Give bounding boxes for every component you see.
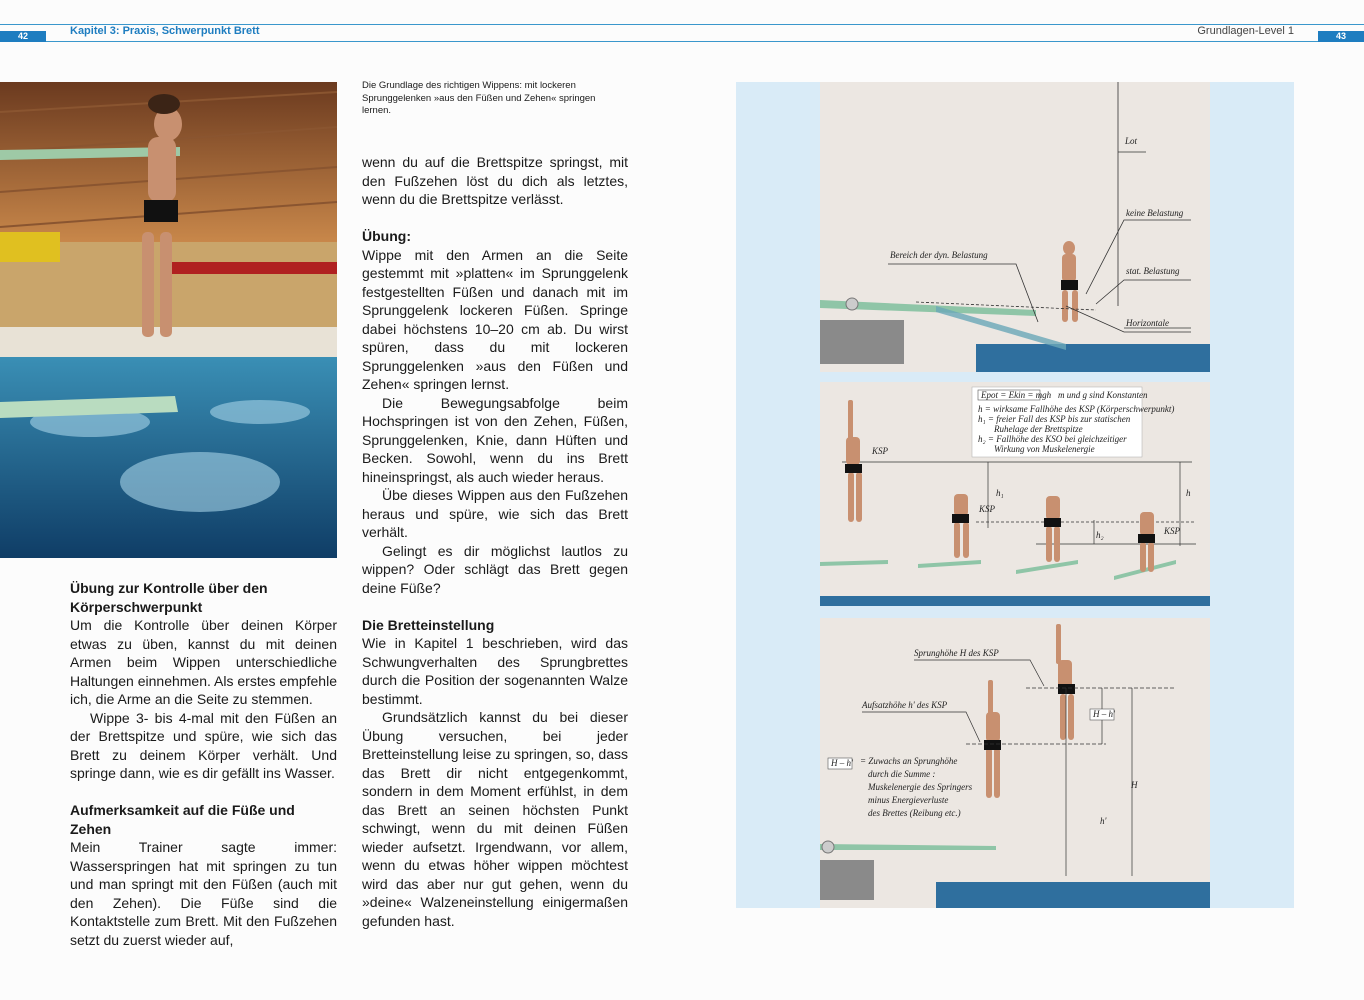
left-chapter-title: Kapitel 3: Praxis, Schwerpunkt Brett [70,25,260,37]
right-page-number: 43 [1318,31,1364,42]
label-H: H [1131,780,1138,790]
left-text-column [70,579,337,949]
springboard-diagram-graphic [736,82,1294,908]
paragraph: Grundsätzlich kannst du bei dieser Übung versuchen, bei jeder Bretteinstellung leise zu springen, so, dass das Brett dir nicht entgegenkommt, sondern in dem Moment erfühlst, in dem das Brett an seinen höchsten Punkt schwingt, wenn du mit deinen Füßen wieder aufsetzt. Irgendwann, vor allem, wenn du etwas höher wippen möchtest wird das aber nur gut gehen, wenn du »deine« Walzeneinstellung einigermaßen gefunden hast. [362,709,628,929]
paragraph: wenn du auf die Brettspitze springst, mit den Fußzehen löst du dich als letztes, wenn du die Brettspitze verlässt. [362,154,628,207]
label-h: h [1186,488,1191,498]
paragraph: Wie in Kapitel 1 beschrieben, wird das Schwungverhalten des Sprungbrettes durch die Position der sogenannten Walze bestimmt. [362,635,628,707]
heading-uebung: Übung: [362,228,411,244]
label-horizontale: Horizontale [1126,318,1170,328]
heading-bretteinstellung: Die Bretteinstellung [362,616,495,633]
label-box-right: H – h' [1093,709,1115,719]
label-def-h2: h₂ = Fallhöhe des KSO bei gleichzeitiger [978,434,1127,444]
label-stat-belastung: stat. Belastung [1126,266,1180,276]
label-box-legend: H – h' [831,758,853,768]
diver-photo-graphic [0,82,337,558]
label-aufsatzhoehe: Aufsatzhöhe h' des KSP [862,700,948,710]
label-zuwachs-1: = Zuwachs an Sprunghöhe [860,756,958,766]
header-rule-bottom [0,41,1364,42]
photo-caption: Die Grundlage des richtigen Wippens: mit lockeren Sprunggelenken »aus den Füßen und Zehen« springen lernen. [362,80,596,116]
label-keine-belastung: keine Belastung [1126,208,1184,218]
label-hprime: h' [1100,816,1107,826]
springboard-diagram [736,82,1294,908]
label-h1: h₁ [996,488,1004,498]
paragraph: Die Bewegungsabfolge beim Hochspringen ist von den Zehen, Füßen, Sprunggelenken, Knie, dann Hüften und Becken. Sowohl, wenn du ins Brett hineinspringst, als auch wieder heraus. [362,394,628,485]
label-zuwachs-2: durch die Summe : [868,769,936,779]
label-def-h1b: Ruhelage der Brettspitze [994,424,1083,434]
paragraph: Wippe mit den Armen an die Seite gestemmt mit »platten« im Sprunggelenk festgestellten Füßen und danach mit im Sprunggelenk lockeren Füßen. Springe dabei höchstens 10–20 cm ab. Du wirst spüren, dass du mit lockeren Sprunggelenken »aus den Füßen und Zehen« springen lernst. [362,246,628,392]
heading-koerperschwerpunkt: Übung zur Kontrolle über den Körperschwerpunkt [70,580,268,615]
left-page-number: 42 [0,31,46,42]
label-zuwachs-4: minus Energieverluste [868,795,949,805]
label-def-h1: h₁ = freier Fall des KSP bis zur statischen [978,414,1131,424]
paragraph: Gelingt es dir möglichst lautlos zu wippen? Oder schlägt das Brett gegen deine Füße? [362,542,628,596]
label-lot: Lot [1125,136,1138,146]
label-constants: m und g sind Konstanten [1058,390,1148,400]
middle-text-column [362,153,628,930]
label-ksp-3: KSP [1164,526,1181,536]
paragraph: Übe dieses Wippen aus den Fußzehen heraus und spüre, wie sich das Brett verhält. [362,487,628,540]
paragraph: Um die Kontrolle über deinen Körper etwas zu üben, kannst du mit deinen Armen beim Wippen unterschiedliche Haltungen einnehmen. Als erstes empfehle ich, die Arme an die Seite zu stemmen. [70,617,337,707]
label-formula: Epot = Ekin = mgh [981,390,1052,400]
label-def-h: h = wirksame Fallhöhe des KSP (Körperschwerpunkt) [978,404,1175,414]
label-zuwachs-5: des Brettes (Reibung etc.) [868,808,961,818]
label-zuwachs-3: Muskelenergie des Springers [868,782,973,792]
right-chapter-title: Grundlagen-Level 1 [1197,25,1294,37]
heading-fuesse-zehen: Aufmerksamkeit auf die Füße und Zehen [70,802,295,837]
label-h2: h₂ [1096,530,1104,540]
label-bereich-dyn-belastung: Bereich der dyn. Belastung [890,250,988,260]
label-sprunghoehe: Sprunghöhe H des KSP [914,648,999,658]
label-ksp-1: KSP [872,446,889,456]
diver-photo [0,82,337,558]
label-def-h2b: Wirkung von Muskelenergie [994,444,1095,454]
paragraph: Wippe 3- bis 4-mal mit den Füßen an der Brettspitze und spüre, wie sich das Brett zu deinem Körper verhält. Und springe dann, wie es dir gefällt ins Wasser. [70,709,337,781]
paragraph: Mein Trainer sagte immer: Wasserspringen hat mit springen zu tun und man springt mit den Füßen (auch mit den Zehen). Die Füße sind die Kontaktstelle zum Brett. Mit den Fußzehen setzt du zuerst wieder auf, [70,839,337,948]
label-ksp-2: KSP [979,504,996,514]
